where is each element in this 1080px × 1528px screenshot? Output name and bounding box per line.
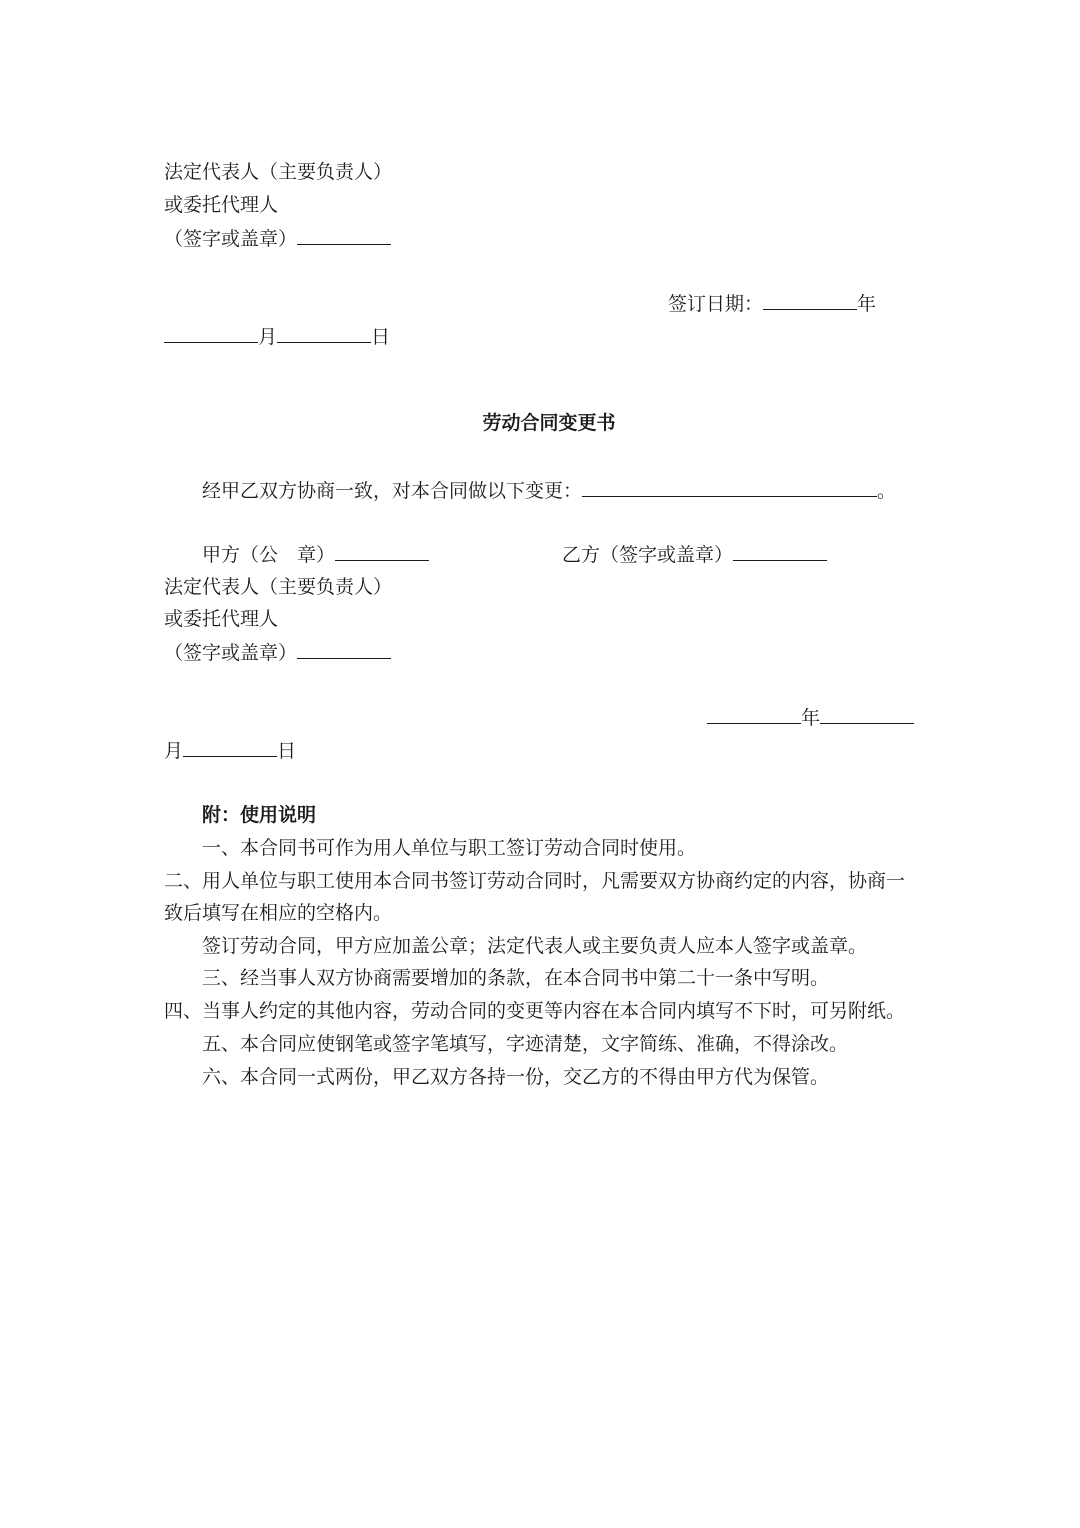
party-a-seal-blank[interactable] (335, 542, 429, 561)
change-sign-or-seal-label: （签字或盖章） (164, 642, 298, 664)
change-intro-text: 经甲乙双方协商一致，对本合同做以下变更： (202, 480, 583, 502)
change-month-label: 月 (164, 740, 184, 762)
change-day-label: 日 (277, 740, 297, 762)
instructions-heading: 附：使用说明 (202, 804, 317, 826)
change-signature-line (164, 640, 391, 664)
change-intro-line (202, 478, 896, 502)
legal-representative-label: 法定代表人（主要负责人） (164, 161, 393, 183)
instruction-item: 签订劳动合同，甲方应加盖公章；法定代表人或主要负责人应本人签字或盖章。 (202, 935, 868, 957)
change-legal-representative-label: 法定代表人（主要负责人） (164, 576, 393, 598)
signing-date-label: 签订日期： (668, 293, 764, 315)
sign-or-seal-label: （签字或盖章） (164, 228, 298, 250)
signature-line-1 (164, 226, 391, 250)
instruction-item: 二、用人单位与职工使用本合同书签订劳动合同时，凡需要双方协商约定的内容，协商一 (164, 870, 906, 892)
instruction-item: 三、经当事人双方协商需要增加的条款，在本合同书中第二十一条中写明。 (202, 967, 830, 989)
month-day-line (164, 324, 390, 348)
change-date-day-line (164, 738, 296, 762)
month-blank[interactable] (164, 324, 258, 343)
change-authorized-agent-label: 或委托代理人 (164, 608, 279, 630)
instruction-item: 五、本合同应使钢笔或签字笔填写，字迹清楚，文字简练、准确，不得涂改。 (202, 1033, 849, 1055)
change-year-label: 年 (801, 707, 821, 729)
change-document-title: 劳动合同变更书 (482, 412, 616, 434)
party-b-line (562, 542, 827, 566)
party-b-sign-blank[interactable] (733, 542, 827, 561)
change-date-year-line (707, 705, 914, 729)
change-signature-blank[interactable] (297, 640, 391, 659)
authorized-agent-label: 或委托代理人 (164, 194, 279, 216)
day-blank[interactable] (277, 324, 371, 343)
instruction-item: 六、本合同一式两份，甲乙双方各持一份，交乙方的不得由甲方代为保管。 (202, 1066, 830, 1088)
party-a-label: 甲方（公 章） (202, 544, 336, 566)
month-label: 月 (258, 326, 278, 348)
day-label: 日 (371, 326, 391, 348)
instruction-item-continuation: 致后填写在相应的空格内。 (164, 902, 393, 924)
party-a-line (202, 542, 429, 566)
instruction-item: 四、当事人约定的其他内容，劳动合同的变更等内容在本合同内填写不下时，可另附纸。 (164, 1000, 906, 1022)
year-label: 年 (857, 293, 877, 315)
change-month-blank[interactable] (820, 705, 914, 724)
change-content-blank[interactable] (582, 478, 877, 497)
signing-date-line (668, 291, 876, 315)
intro-period: 。 (877, 480, 897, 502)
instruction-item: 一、本合同书可作为用人单位与职工签订劳动合同时使用。 (202, 837, 697, 859)
signature-blank[interactable] (297, 226, 391, 245)
party-b-label: 乙方（签字或盖章） (562, 544, 734, 566)
change-day-blank[interactable] (183, 738, 277, 757)
change-year-blank[interactable] (707, 705, 801, 724)
year-blank[interactable] (763, 291, 857, 310)
